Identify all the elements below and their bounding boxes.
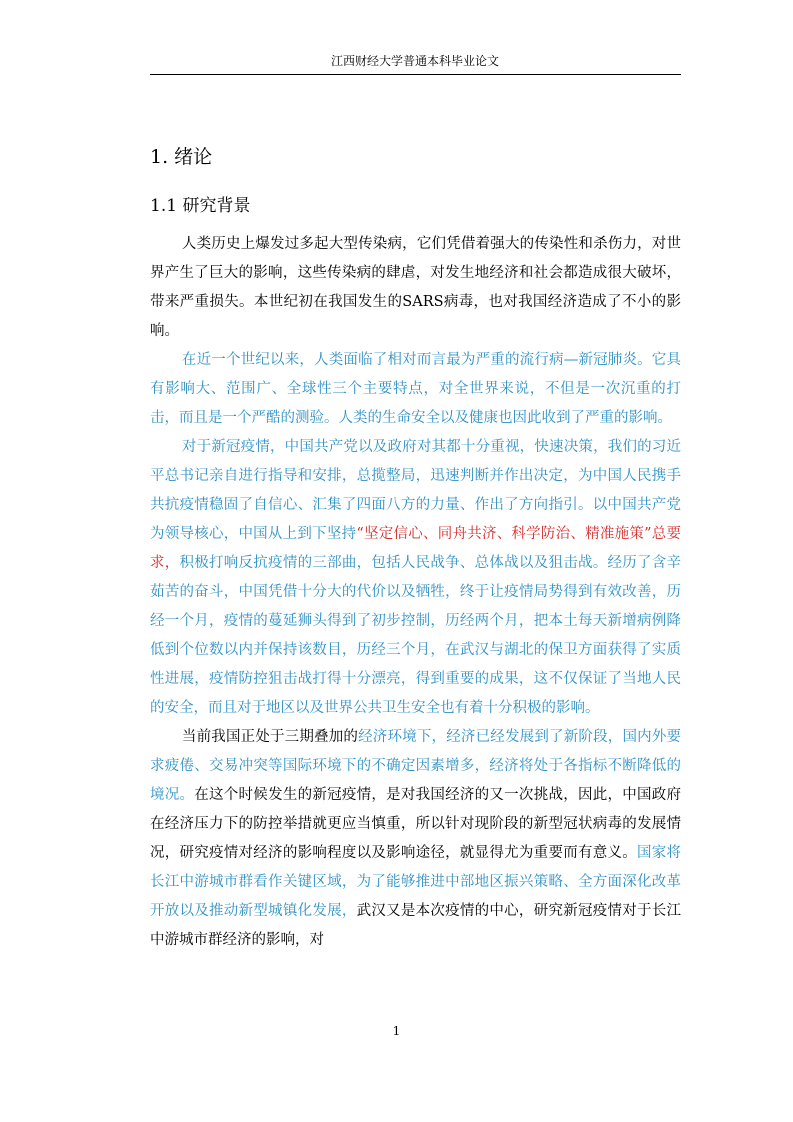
text-run: 武汉又是本次疫情的中心，研究新冠疫情对于长江中游城市群经济的影响，对 — [150, 903, 682, 948]
page-number: 1 — [392, 1024, 401, 1038]
body-text — [150, 230, 681, 955]
paragraph — [150, 230, 681, 346]
running-header: 江西财经大学普通本科毕业论文 — [330, 54, 499, 68]
text-run-highlight-blue: 经济环境下，经济已经发展到了新阶段，国内外要求疲倦、交易冲突等国际环境下的不确定因素增多，经济将处于各指标不断降低的境况。 — [150, 729, 682, 803]
paragraph — [150, 433, 681, 723]
text-run-highlight-blue: 积极打响反抗疫情的三部曲，包括人民战争、总体战以及狙击战。经历了含辛茹苦的奋斗，中国凭借十分大的代价以及牺牲，终于让疫情局势得到有效改善，历经一个月，疫情的蔓延狮头得到了初步控制，历经两个月，把本土每天新增病例降低到个位数以内并保持该数目，历经三个月，在武汉与湖北的保卫方面获得了实质性进展，疫情防控狙击战打得十分漂亮，得到重要的成果，这不仅保证了当地人民的安全，而且对于地区以及世界公共卫生安全也有着十分积极的影响。 — [150, 555, 681, 716]
paragraph — [150, 346, 681, 433]
text-run-highlight-red: “坚定信心、同舟共济、科学防治、精准施策”总要求， — [150, 526, 681, 571]
paragraph — [150, 723, 681, 955]
header-rule — [150, 74, 681, 75]
text-run-highlight-blue: 国家将长江中游城市群看作关键区域，为了能够推进中部地区振兴策略、全方面深化改革开放以及推动新型城镇化发展， — [150, 845, 681, 919]
text-run-highlight-blue: 对于新冠疫情，中国共产党以及政府对其都十分重视，快速决策，我们的习近平总书记亲自进行指导和安排，总揽整局，迅速判断并作出决定，为中国人民携手共抗疫情稳固了自信心、汇集了四面八方的力量、作出了方向指引。以中国共产党为领导核心，中国从上到下坚持 — [150, 439, 681, 542]
text-run: 在这个时候发生的新冠疫情，是对我国经济的又一次挑战，因此，中国政府在经济压力下的防控举措就更应当慎重，所以针对现阶段的新型冠状病毒的发展情况，研究疫情对经济的影响程度以及影响途径，就显得尤为重要而有意义。 — [150, 787, 682, 861]
text-run-highlight-blue: 在近一个世纪以来，人类面临了相对而言最为严重的流行病—新冠肺炎。它具有影响大、范围广、全球性三个主要特点，对全世界来说，不但是一次沉重的打击，而且是一个严酷的测验。人类的生命安全以及健康也因此收到了严重的影响。 — [150, 352, 681, 426]
section-heading: 1.1 研究背景 — [150, 196, 251, 216]
chapter-heading: 1. 绪论 — [150, 146, 213, 168]
text-run: 当前我国正处于三期叠加的 — [181, 729, 359, 745]
text-run: 人类历史上爆发过多起大型传染病，它们凭借着强大的传染性和杀伤力，对世界产生了巨大的影响，这些传染病的肆虐，对发生地经济和社会都造成很大破坏，带来严重损失。本世纪初在我国发生的SARS病毒，也对我国经济造成了不小的影响。 — [150, 236, 681, 339]
